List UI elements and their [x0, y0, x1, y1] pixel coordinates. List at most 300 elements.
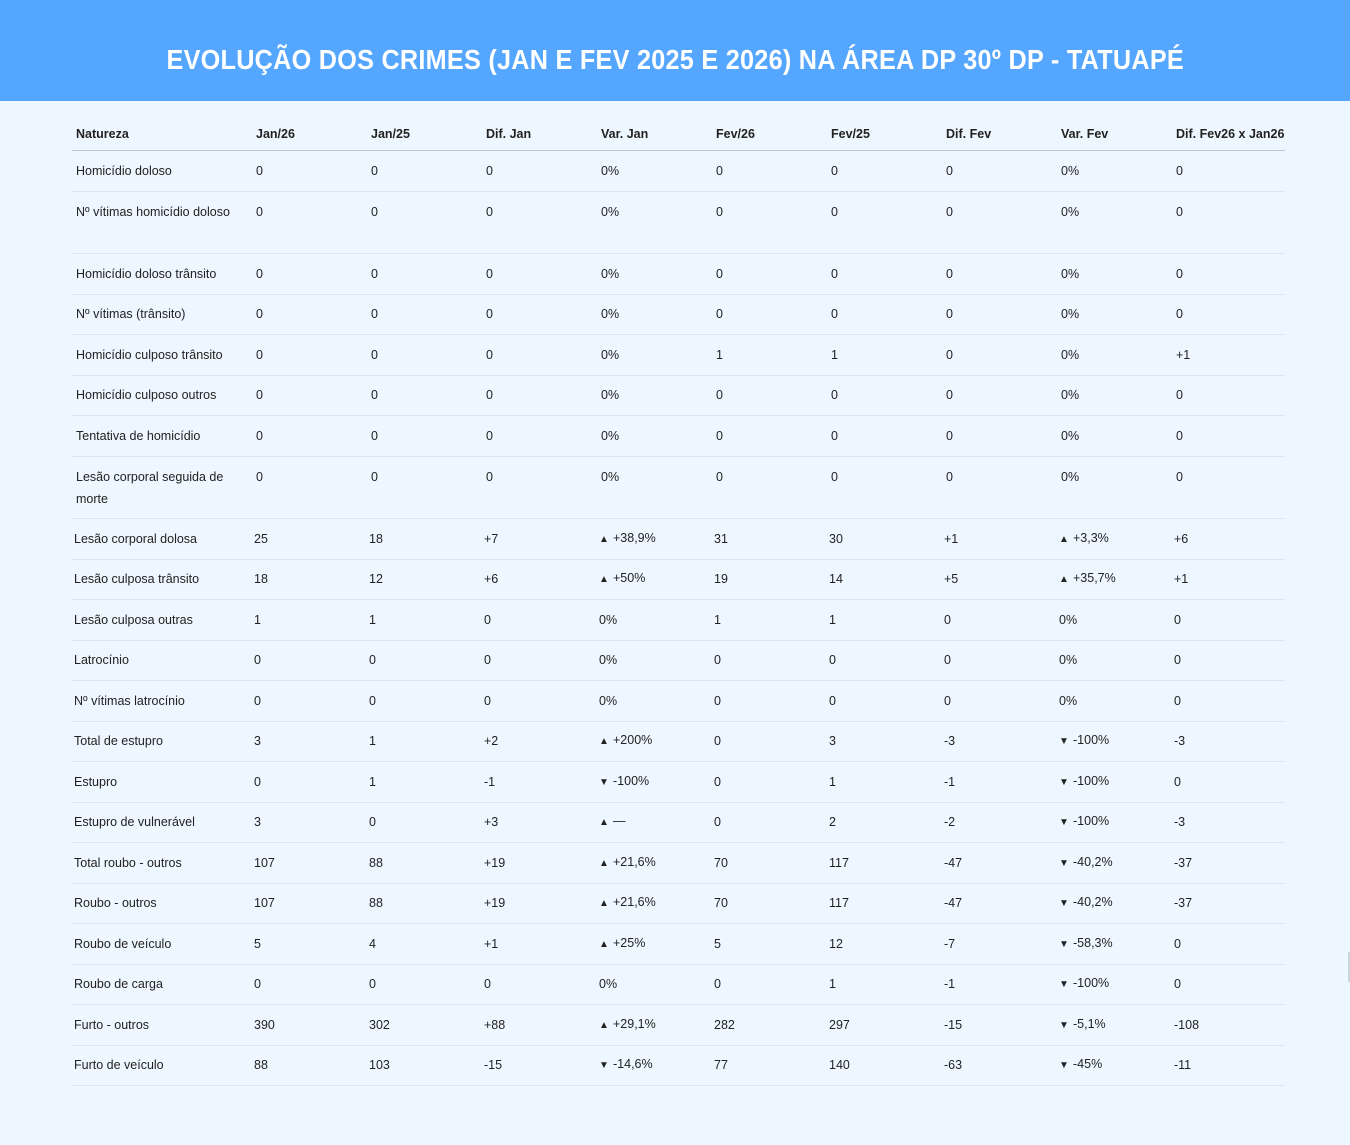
cell-jan26: 5 — [252, 924, 367, 965]
cell-jan26: 0 — [252, 681, 367, 722]
cell-fev26: 1 — [712, 335, 827, 376]
header-jan25: Jan/25 — [367, 117, 482, 151]
arrow-down-icon: ▼ — [1059, 817, 1069, 829]
cell-fev26: 0 — [712, 721, 827, 762]
cell-var-fev — [1057, 762, 1172, 803]
cell-natureza: Furto - outros — [72, 1005, 252, 1046]
cell-dif-jan: 0 — [482, 191, 597, 254]
cell-jan26: 0 — [252, 375, 367, 416]
cell-fev26: 0 — [712, 191, 827, 254]
cell-natureza: Homicídio doloso — [72, 151, 252, 192]
variation-value: 0% — [1061, 204, 1080, 219]
variation-value: +21,6% — [613, 854, 656, 869]
cell-fev26: 0 — [712, 802, 827, 843]
variation-value: -14,6% — [613, 1057, 653, 1072]
cell-jan26: 107 — [252, 883, 367, 924]
header-fev26: Fev/26 — [712, 117, 827, 151]
cell-var-fev — [1057, 519, 1172, 560]
cell-dif-jan: +19 — [482, 883, 597, 924]
cell-dif-jan: 0 — [482, 964, 597, 1005]
cell-dif-jan: -15 — [482, 1045, 597, 1086]
cell-dif-fev: 0 — [942, 416, 1057, 457]
cell-fev25: 0 — [827, 416, 942, 457]
arrow-up-icon: ▲ — [599, 938, 609, 950]
cell-fev25: 0 — [827, 640, 942, 681]
cell-jan25: 0 — [367, 681, 482, 722]
cell-dif-fev: 0 — [942, 191, 1057, 254]
cell-var-jan — [597, 924, 712, 965]
cell-fev25: 1 — [827, 964, 942, 1005]
page-title: EVOLUÇÃO DOS CRIMES (JAN E FEV 2025 E 2026) NA ÁREA DP 30º DP - TATUAPÉ — [166, 43, 1184, 75]
cell-var-fev — [1057, 600, 1172, 641]
cell-jan25: 0 — [367, 254, 482, 295]
cell-fev26: 19 — [712, 559, 827, 600]
cell-dif-fev: 0 — [942, 151, 1057, 192]
variation-value: 0% — [599, 653, 618, 668]
cell-natureza: Furto de veículo — [72, 1045, 252, 1086]
cell-var-jan — [597, 640, 712, 681]
cell-fev26: 0 — [712, 681, 827, 722]
cell-jan26: 25 — [252, 519, 367, 560]
arrow-down-icon: ▼ — [599, 776, 609, 788]
cell-jan25: 103 — [367, 1045, 482, 1086]
cell-var-fev — [1057, 151, 1172, 192]
cell-dif-jan: 0 — [482, 416, 597, 457]
cell-fev26: 77 — [712, 1045, 827, 1086]
cell-dif-fev: -47 — [942, 843, 1057, 884]
cell-jan26: 0 — [252, 294, 367, 335]
cell-fev25: 0 — [827, 191, 942, 254]
variation-value: 0% — [601, 266, 620, 281]
table-row — [72, 843, 1285, 884]
cell-dif-fev-jan: 0 — [1172, 456, 1285, 519]
variation-value: -100% — [1073, 733, 1110, 748]
header-var-fev: Var. Fev — [1057, 117, 1172, 151]
cell-jan25: 1 — [367, 762, 482, 803]
table-row — [72, 335, 1285, 376]
cell-var-jan — [597, 151, 712, 192]
cell-natureza: Estupro — [72, 762, 252, 803]
cell-natureza: Nº vítimas (trânsito) — [72, 294, 252, 335]
cell-var-fev — [1057, 416, 1172, 457]
table-row — [72, 1005, 1285, 1046]
arrow-up-icon: ▲ — [599, 1019, 609, 1031]
cell-fev25: 12 — [827, 924, 942, 965]
cell-dif-fev-jan: -108 — [1172, 1005, 1285, 1046]
variation-value: 0% — [599, 612, 618, 627]
cell-dif-jan: +7 — [482, 519, 597, 560]
variation-value: +21,6% — [613, 895, 656, 910]
cell-jan25: 0 — [367, 640, 482, 681]
cell-var-jan — [597, 416, 712, 457]
variation-value: -100% — [1073, 976, 1110, 991]
cell-fev26: 0 — [712, 416, 827, 457]
cell-dif-fev: 0 — [942, 640, 1057, 681]
cell-var-fev — [1057, 924, 1172, 965]
cell-dif-fev-jan: +1 — [1172, 559, 1285, 600]
header-var-jan: Var. Jan — [597, 117, 712, 151]
cell-var-fev — [1057, 681, 1172, 722]
arrow-down-icon: ▼ — [1059, 857, 1069, 869]
cell-jan25: 18 — [367, 519, 482, 560]
cell-jan26: 0 — [252, 640, 367, 681]
table-row — [72, 1045, 1285, 1086]
cell-fev25: 0 — [827, 254, 942, 295]
cell-jan25: 88 — [367, 843, 482, 884]
page-header — [0, 0, 1350, 101]
cell-fev25: 1 — [827, 762, 942, 803]
table-row — [72, 294, 1285, 335]
table-row — [72, 681, 1285, 722]
variation-value: 0% — [1061, 469, 1080, 484]
header-natureza: Natureza — [72, 117, 252, 151]
cell-var-fev — [1057, 254, 1172, 295]
cell-dif-fev-jan: 0 — [1172, 375, 1285, 416]
cell-jan25: 1 — [367, 600, 482, 641]
table-row — [72, 456, 1285, 519]
cell-var-jan — [597, 1045, 712, 1086]
cell-dif-fev-jan: -3 — [1172, 721, 1285, 762]
cell-var-jan — [597, 802, 712, 843]
cell-fev26: 0 — [712, 151, 827, 192]
cell-jan25: 0 — [367, 416, 482, 457]
cell-jan25: 0 — [367, 456, 482, 519]
cell-jan25: 0 — [367, 294, 482, 335]
table-row — [72, 924, 1285, 965]
cell-fev26: 282 — [712, 1005, 827, 1046]
variation-value: +3,3% — [1073, 530, 1109, 545]
cell-var-fev — [1057, 456, 1172, 519]
cell-dif-jan: 0 — [482, 640, 597, 681]
cell-var-jan — [597, 191, 712, 254]
cell-jan25: 302 — [367, 1005, 482, 1046]
cell-fev25: 1 — [827, 600, 942, 641]
cell-dif-fev-jan: -11 — [1172, 1045, 1285, 1086]
variation-value: -100% — [613, 773, 650, 788]
variation-value: +35,7% — [1073, 571, 1116, 586]
variation-value: +25% — [613, 935, 646, 950]
cell-natureza: Tentativa de homicídio — [72, 416, 252, 457]
cell-jan25: 0 — [367, 151, 482, 192]
cell-dif-fev: -1 — [942, 762, 1057, 803]
crime-stats-table — [72, 117, 1285, 1086]
variation-value: 0% — [1061, 266, 1080, 281]
cell-dif-fev: 0 — [942, 456, 1057, 519]
cell-jan26: 3 — [252, 802, 367, 843]
table-row — [72, 519, 1285, 560]
cell-jan25: 88 — [367, 883, 482, 924]
cell-dif-fev: +1 — [942, 519, 1057, 560]
cell-fev25: 30 — [827, 519, 942, 560]
cell-var-jan — [597, 456, 712, 519]
arrow-up-icon: ▲ — [599, 817, 609, 829]
cell-dif-jan: 0 — [482, 456, 597, 519]
arrow-down-icon: ▼ — [1059, 776, 1069, 788]
variation-value: -40,2% — [1073, 895, 1113, 910]
table-row — [72, 964, 1285, 1005]
table-header-row — [72, 117, 1285, 151]
cell-dif-fev-jan: +1 — [1172, 335, 1285, 376]
cell-dif-fev: 0 — [942, 600, 1057, 641]
variation-value: -45% — [1073, 1057, 1103, 1072]
cell-dif-fev: -15 — [942, 1005, 1057, 1046]
cell-var-jan — [597, 559, 712, 600]
cell-dif-fev-jan: +6 — [1172, 519, 1285, 560]
cell-fev25: 3 — [827, 721, 942, 762]
cell-var-jan — [597, 600, 712, 641]
table-row — [72, 416, 1285, 457]
cell-var-fev — [1057, 375, 1172, 416]
arrow-down-icon: ▼ — [1059, 1060, 1069, 1072]
cell-var-fev — [1057, 559, 1172, 600]
cell-fev25: 14 — [827, 559, 942, 600]
cell-fev25: 297 — [827, 1005, 942, 1046]
cell-fev25: 0 — [827, 294, 942, 335]
cell-jan26: 1 — [252, 600, 367, 641]
cell-dif-jan: 0 — [482, 151, 597, 192]
cell-jan25: 0 — [367, 375, 482, 416]
header-fev25: Fev/25 — [827, 117, 942, 151]
arrow-up-icon: ▲ — [599, 736, 609, 748]
cell-var-jan — [597, 254, 712, 295]
cell-jan25: 0 — [367, 964, 482, 1005]
cell-jan25: 4 — [367, 924, 482, 965]
cell-jan26: 0 — [252, 964, 367, 1005]
table-row — [72, 762, 1285, 803]
variation-value: 0% — [1061, 388, 1080, 403]
cell-fev25: 0 — [827, 151, 942, 192]
cell-dif-fev: 0 — [942, 294, 1057, 335]
header-dif-fev: Dif. Fev — [942, 117, 1057, 151]
cell-dif-fev: -47 — [942, 883, 1057, 924]
cell-dif-fev-jan: 0 — [1172, 762, 1285, 803]
variation-value: 0% — [1061, 163, 1080, 178]
variation-value: -100% — [1073, 814, 1110, 829]
variation-value: 0% — [1059, 653, 1078, 668]
variation-value: -5,1% — [1073, 1016, 1106, 1031]
arrow-down-icon: ▼ — [1059, 898, 1069, 910]
table-row — [72, 191, 1285, 254]
cell-natureza: Roubo de veículo — [72, 924, 252, 965]
cell-fev26: 0 — [712, 640, 827, 681]
table-row — [72, 254, 1285, 295]
arrow-up-icon: ▲ — [1059, 533, 1069, 545]
cell-natureza: Homicídio culposo trânsito — [72, 335, 252, 376]
cell-var-fev — [1057, 1005, 1172, 1046]
cell-dif-fev: 0 — [942, 375, 1057, 416]
cell-var-jan — [597, 721, 712, 762]
cell-natureza: Total roubo - outros — [72, 843, 252, 884]
table-row — [72, 721, 1285, 762]
table-row — [72, 600, 1285, 641]
cell-jan26: 0 — [252, 254, 367, 295]
cell-dif-jan: +19 — [482, 843, 597, 884]
cell-natureza: Nº vítimas latrocínio — [72, 681, 252, 722]
cell-natureza: Homicídio culposo outros — [72, 375, 252, 416]
cell-dif-jan: +3 — [482, 802, 597, 843]
variation-value: +50% — [613, 571, 646, 586]
cell-fev25: 2 — [827, 802, 942, 843]
cell-var-fev — [1057, 191, 1172, 254]
table-row — [72, 559, 1285, 600]
cell-jan25: 0 — [367, 802, 482, 843]
cell-var-jan — [597, 883, 712, 924]
cell-dif-jan: +88 — [482, 1005, 597, 1046]
variation-value: 0% — [599, 977, 618, 992]
variation-value: — — [613, 814, 626, 829]
cell-dif-jan: 0 — [482, 254, 597, 295]
arrow-down-icon: ▼ — [1059, 736, 1069, 748]
table-row — [72, 640, 1285, 681]
cell-dif-jan: 0 — [482, 294, 597, 335]
cell-jan25: 1 — [367, 721, 482, 762]
cell-dif-jan: -1 — [482, 762, 597, 803]
cell-fev26: 0 — [712, 762, 827, 803]
arrow-up-icon: ▲ — [599, 574, 609, 586]
cell-var-fev — [1057, 964, 1172, 1005]
variation-value: 0% — [1061, 307, 1080, 322]
cell-var-fev — [1057, 1045, 1172, 1086]
variation-value: 0% — [601, 307, 620, 322]
cell-var-jan — [597, 1005, 712, 1046]
cell-fev25: 117 — [827, 843, 942, 884]
cell-var-jan — [597, 681, 712, 722]
cell-fev25: 0 — [827, 456, 942, 519]
cell-fev26: 1 — [712, 600, 827, 641]
arrow-up-icon: ▲ — [599, 898, 609, 910]
cell-jan26: 88 — [252, 1045, 367, 1086]
cell-jan26: 0 — [252, 335, 367, 376]
cell-dif-fev-jan: 0 — [1172, 294, 1285, 335]
cell-fev25: 140 — [827, 1045, 942, 1086]
cell-fev26: 0 — [712, 375, 827, 416]
cell-var-jan — [597, 843, 712, 884]
cell-dif-fev-jan: 0 — [1172, 191, 1285, 254]
cell-natureza: Roubo de carga — [72, 964, 252, 1005]
table-row — [72, 802, 1285, 843]
cell-dif-fev-jan: 0 — [1172, 640, 1285, 681]
cell-fev26: 0 — [712, 294, 827, 335]
cell-var-fev — [1057, 721, 1172, 762]
cell-var-jan — [597, 375, 712, 416]
cell-fev26: 5 — [712, 924, 827, 965]
cell-dif-fev-jan: 0 — [1172, 416, 1285, 457]
cell-dif-jan: 0 — [482, 600, 597, 641]
cell-dif-fev-jan: 0 — [1172, 254, 1285, 295]
cell-jan25: 0 — [367, 335, 482, 376]
cell-dif-fev: -1 — [942, 964, 1057, 1005]
cell-dif-jan: +2 — [482, 721, 597, 762]
cell-var-jan — [597, 964, 712, 1005]
header-dif-jan: Dif. Jan — [482, 117, 597, 151]
cell-dif-fev: 0 — [942, 254, 1057, 295]
cell-var-jan — [597, 294, 712, 335]
cell-fev25: 0 — [827, 375, 942, 416]
arrow-down-icon: ▼ — [1059, 979, 1069, 991]
cell-natureza: Nº vítimas homicídio doloso — [72, 191, 252, 254]
variation-value: +38,9% — [613, 530, 656, 545]
cell-jan26: 0 — [252, 191, 367, 254]
variation-value: 0% — [1059, 612, 1078, 627]
variation-value: 0% — [601, 347, 620, 362]
cell-dif-fev: 0 — [942, 681, 1057, 722]
cell-dif-fev: -7 — [942, 924, 1057, 965]
cell-natureza: Estupro de vulnerável — [72, 802, 252, 843]
cell-dif-fev: +5 — [942, 559, 1057, 600]
variation-value: -58,3% — [1073, 935, 1113, 950]
variation-value: 0% — [601, 204, 620, 219]
variation-value: 0% — [601, 163, 620, 178]
cell-natureza: Latrocínio — [72, 640, 252, 681]
cell-natureza: Total de estupro — [72, 721, 252, 762]
variation-value: 0% — [1059, 693, 1078, 708]
variation-value: +29,1% — [613, 1016, 656, 1031]
cell-var-fev — [1057, 335, 1172, 376]
cell-dif-fev: -3 — [942, 721, 1057, 762]
cell-dif-fev: 0 — [942, 335, 1057, 376]
cell-natureza: Roubo - outros — [72, 883, 252, 924]
cell-dif-jan: 0 — [482, 375, 597, 416]
variation-value: 0% — [1061, 347, 1080, 362]
cell-fev25: 117 — [827, 883, 942, 924]
variation-value: +200% — [613, 733, 653, 748]
cell-var-jan — [597, 762, 712, 803]
variation-value: 0% — [1061, 428, 1080, 443]
cell-dif-fev: -63 — [942, 1045, 1057, 1086]
variation-value: 0% — [599, 693, 618, 708]
cell-jan25: 12 — [367, 559, 482, 600]
cell-var-jan — [597, 335, 712, 376]
cell-fev26: 31 — [712, 519, 827, 560]
cell-natureza: Homicídio doloso trânsito — [72, 254, 252, 295]
arrow-up-icon: ▲ — [599, 533, 609, 545]
cell-dif-jan: +6 — [482, 559, 597, 600]
variation-value: -40,2% — [1073, 854, 1113, 869]
arrow-down-icon: ▼ — [1059, 938, 1069, 950]
cell-jan26: 107 — [252, 843, 367, 884]
cell-dif-fev-jan: 0 — [1172, 151, 1285, 192]
arrow-down-icon: ▼ — [1059, 1019, 1069, 1031]
cell-dif-jan: 0 — [482, 681, 597, 722]
cell-dif-fev-jan: 0 — [1172, 964, 1285, 1005]
cell-jan26: 0 — [252, 416, 367, 457]
arrow-up-icon: ▲ — [599, 857, 609, 869]
variation-value: 0% — [601, 469, 620, 484]
cell-natureza: Lesão culposa trânsito — [72, 559, 252, 600]
cell-dif-fev-jan: -37 — [1172, 843, 1285, 884]
cell-jan26: 390 — [252, 1005, 367, 1046]
variation-value: 0% — [601, 388, 620, 403]
cell-jan26: 18 — [252, 559, 367, 600]
cell-fev26: 0 — [712, 964, 827, 1005]
header-jan26: Jan/26 — [252, 117, 367, 151]
cell-jan26: 0 — [252, 151, 367, 192]
cell-jan26: 0 — [252, 762, 367, 803]
table-row — [72, 151, 1285, 192]
variation-value: 0% — [601, 428, 620, 443]
header-dif-fev-jan: Dif. Fev26 x Jan26 — [1172, 117, 1285, 151]
cell-jan26: 0 — [252, 456, 367, 519]
cell-natureza: Lesão corporal dolosa — [72, 519, 252, 560]
arrow-up-icon: ▲ — [1059, 574, 1069, 586]
table-body — [72, 151, 1285, 1086]
cell-fev26: 0 — [712, 456, 827, 519]
cell-var-fev — [1057, 843, 1172, 884]
cell-var-fev — [1057, 640, 1172, 681]
cell-fev26: 70 — [712, 883, 827, 924]
cell-var-fev — [1057, 802, 1172, 843]
cell-var-fev — [1057, 294, 1172, 335]
